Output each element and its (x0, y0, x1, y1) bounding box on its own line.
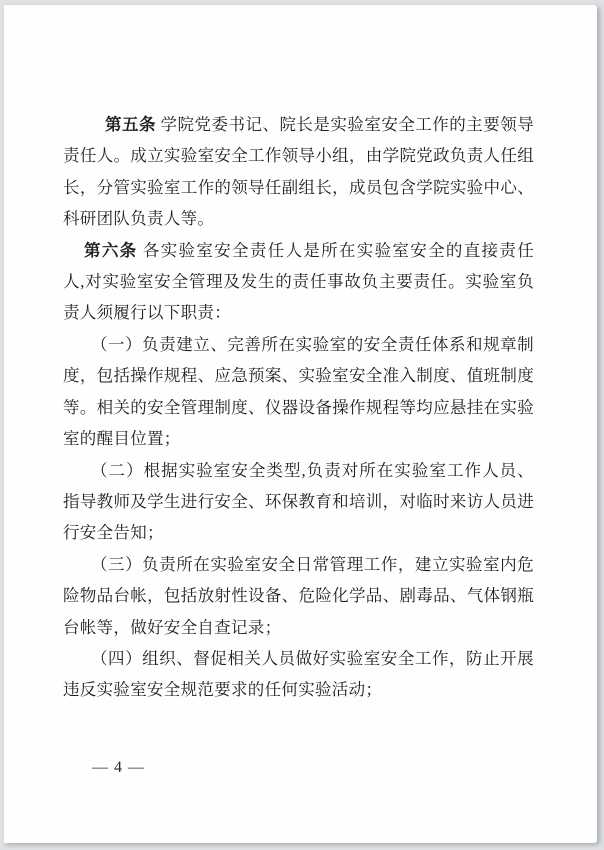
text-line-body: 学院党委书记、院长是实验室安全工作的主要领导 (155, 115, 534, 134)
text-line: （四）组织、督促相关人员做好实验室安全工作，防止开展 (91, 649, 534, 668)
text-line: （一）负责建立、完善所在实验室的安全责任体系和规章制 (91, 335, 534, 354)
text-line: 责任人。成立实验室安全工作领导小组，由学院党政负责人任组 (63, 146, 534, 165)
article-number-bold: 第五条 (105, 115, 156, 134)
text-line: （三）负责所在实验室安全日常管理工作，建立实验室内危 (91, 555, 534, 574)
text-line: 度，包括操作规程、应急预案、实验室安全准入制度、值班制度 (63, 366, 534, 385)
text-line (105, 113, 534, 137)
text-line (84, 239, 534, 263)
article-number-bold: 第六条 (84, 241, 138, 260)
text-line: 违反实验室安全规范要求的任何实验活动； (63, 680, 383, 699)
text-line: 指导教师及学生进行安全、环保教育和培训，对临时来访人员进 (63, 492, 534, 511)
text-line: 责人须履行以下职责： (63, 303, 231, 322)
page-number: — 4 — (92, 759, 145, 776)
text-line: 行安全告知； (63, 523, 164, 542)
text-line: 室的醒目位置； (63, 429, 181, 448)
text-line: 台帐等，做好安全自查记录； (63, 618, 282, 637)
text-line-body: 各实验室安全责任人是所在实验室安全的直接责任 (137, 241, 534, 260)
text-line: （二）根据实验室安全类型,负责对所在实验室工作人员、 (91, 461, 534, 480)
text-line: 险物品台帐，包括放射性设备、危险化学品、剧毒品、气体钢瓶 (63, 586, 534, 605)
document-page (3, 5, 597, 843)
text-line: 人,对实验室安全管理及发生的责任事故负主要责任。实验室负 (63, 272, 534, 291)
text-line: 科研团队负责人等。 (63, 209, 215, 228)
text-line: 长，分管实验室工作的领导任副组长，成员包含学院实验中心、 (63, 178, 534, 197)
text-line: 等。相关的安全管理制度、仪器设备操作规程等均应悬挂在实验 (63, 398, 534, 417)
